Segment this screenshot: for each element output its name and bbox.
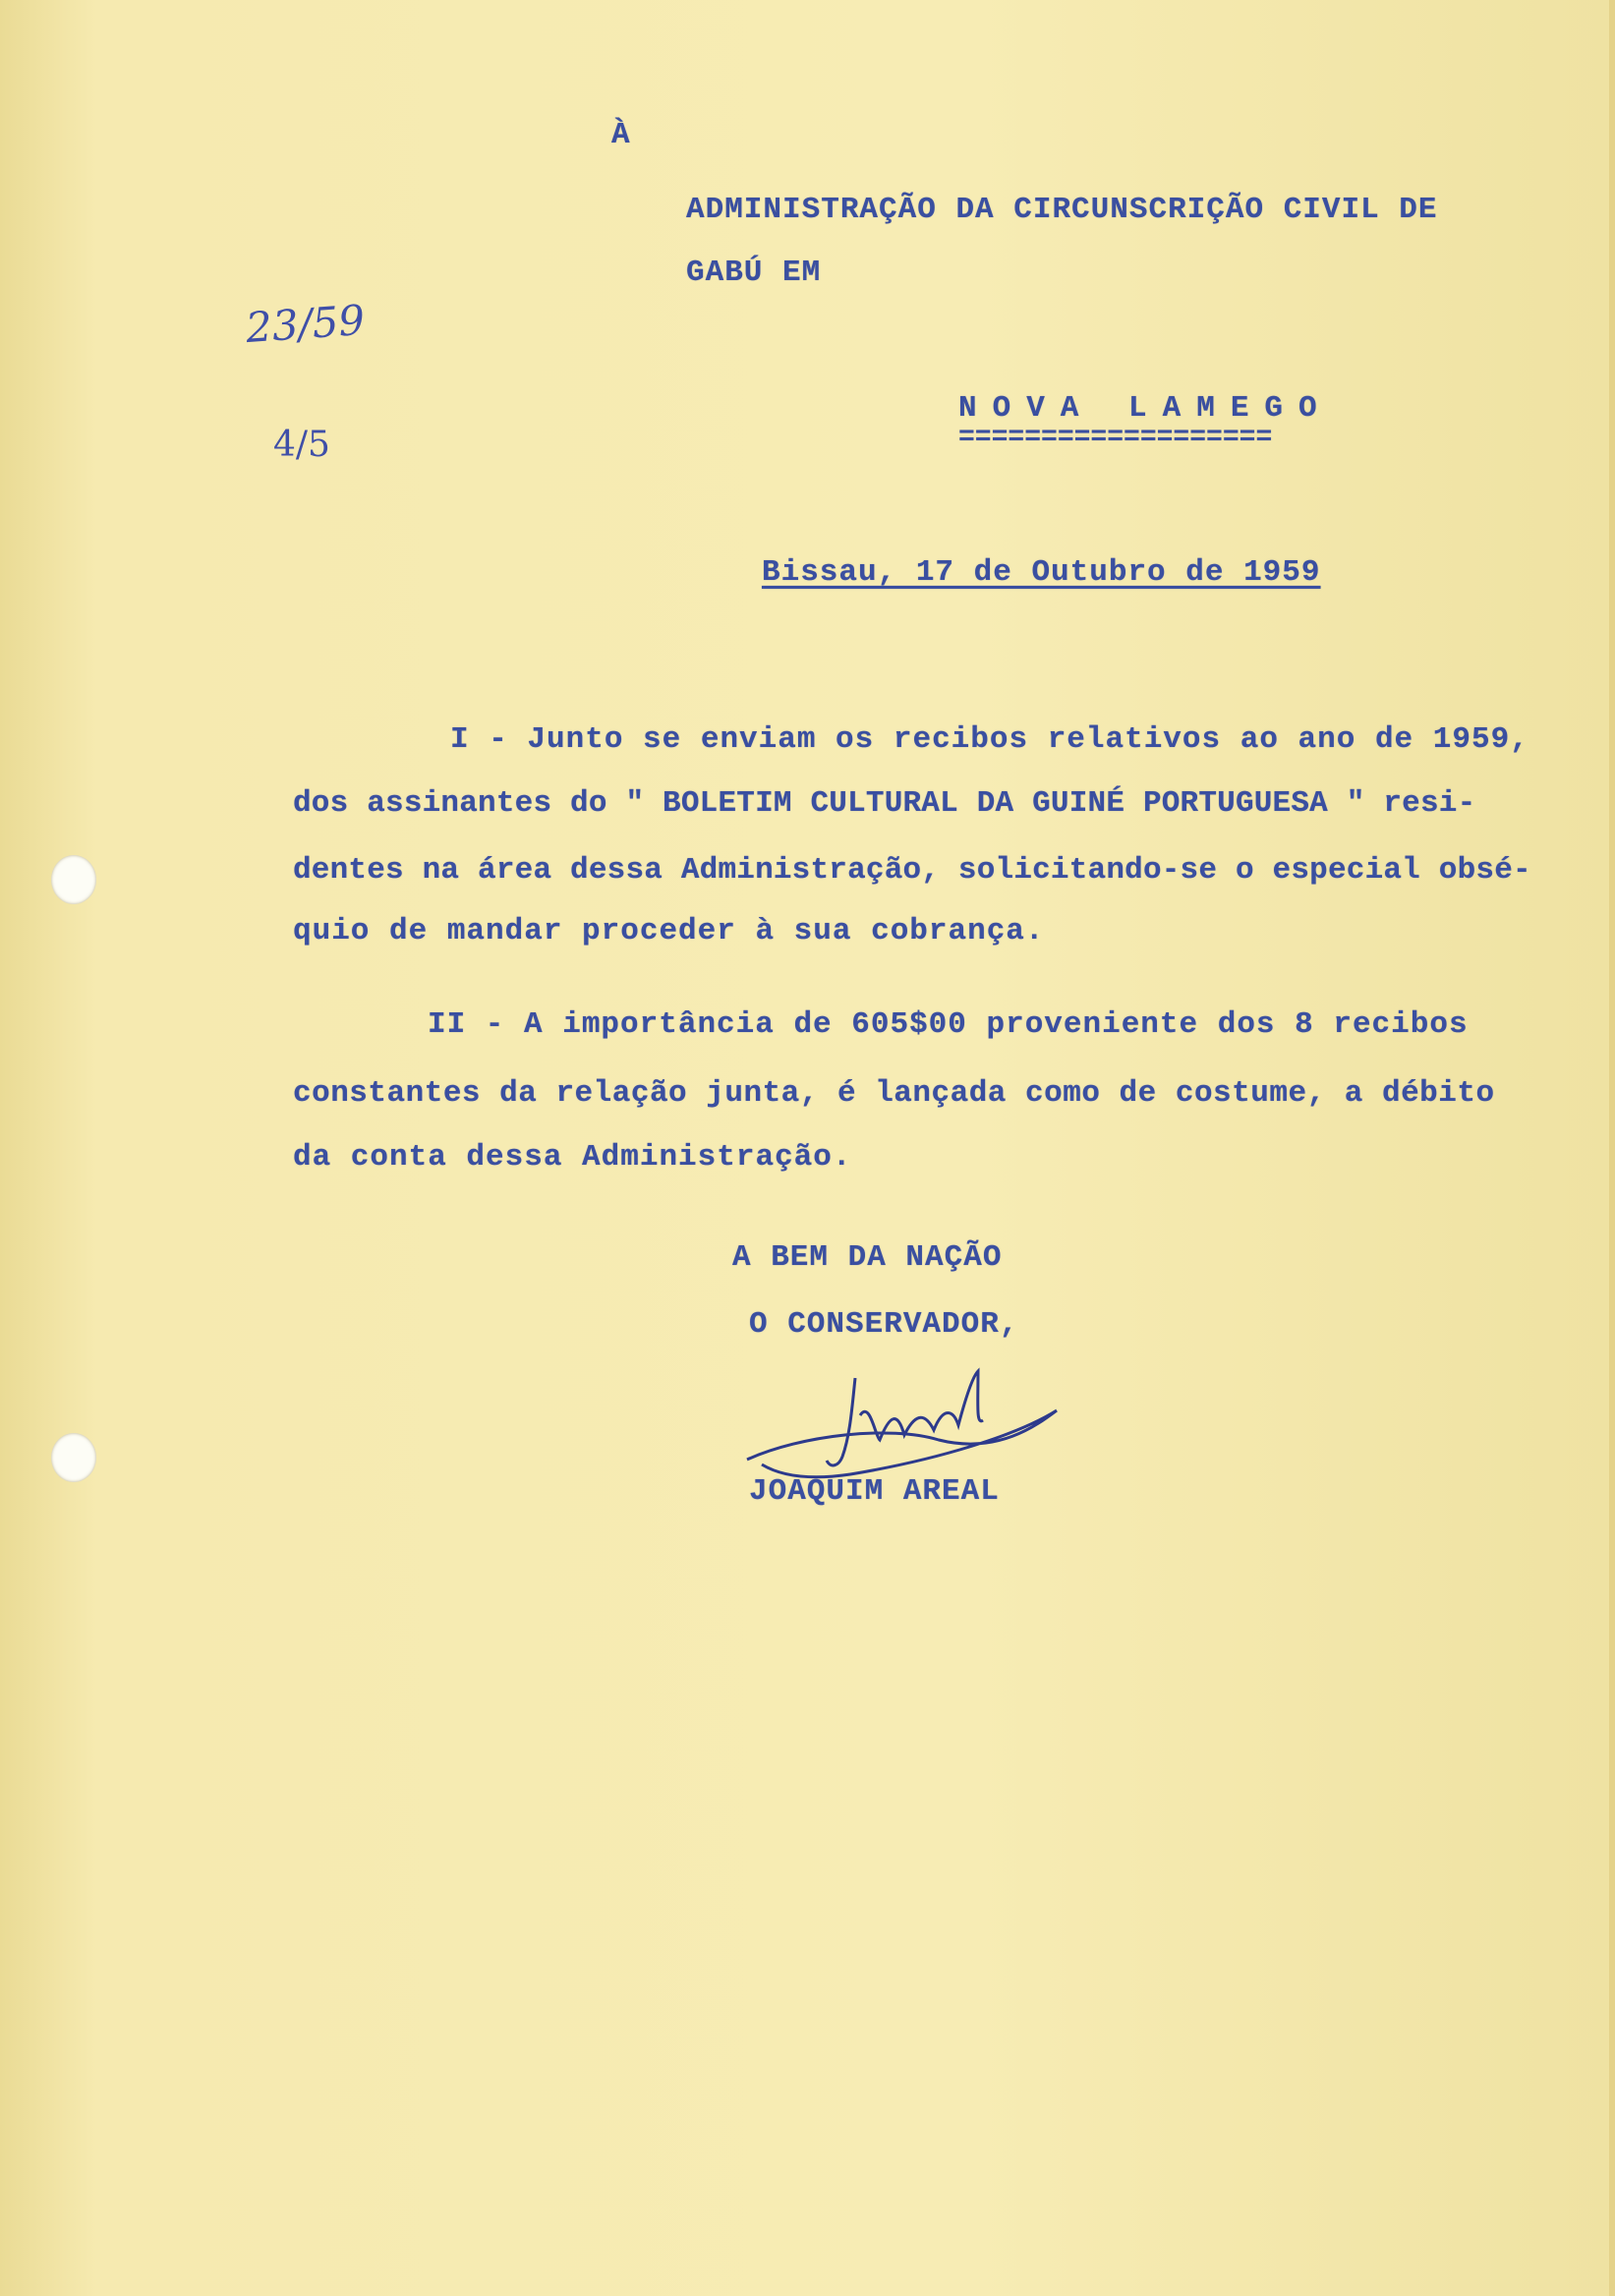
paragraph-2-line-2: constantes da relação junta, é lançada como de costume, a débito bbox=[293, 1076, 1495, 1111]
handwritten-page-number: 4/5 bbox=[273, 425, 330, 465]
signature bbox=[742, 1366, 1067, 1484]
paragraph-1-line-2: dos assinantes do " BOLETIM CULTURAL DA GUINÉ PORTUGUESA " resi- bbox=[293, 786, 1476, 821]
sender-title: O CONSERVADOR, bbox=[749, 1307, 1019, 1342]
paragraph-1-line-1: I - Junto se enviam os recibos relativos ao ano de 1959, bbox=[450, 722, 1529, 757]
addressee-line-2: GABÚ EM bbox=[686, 256, 822, 290]
letter-date: Bissau, 17 de Outubro de 1959 bbox=[762, 555, 1321, 590]
city-underline-rule: =================== bbox=[958, 423, 1273, 453]
punch-hole-bottom bbox=[51, 1433, 96, 1482]
closing-salutation: A BEM DA NAÇÃO bbox=[732, 1240, 1003, 1275]
paper-edge bbox=[1609, 0, 1615, 2296]
paragraph-1-line-4: quio de mandar proceder à sua cobrança. bbox=[293, 914, 1045, 948]
addressee-line-1: ADMINISTRAÇÃO DA CIRCUNSCRIÇÃO CIVIL DE bbox=[686, 193, 1438, 227]
handwritten-reference: 23/59 bbox=[244, 295, 367, 353]
paragraph-1-line-3: dentes na área dessa Administração, solicitando-se o especial obsé- bbox=[293, 853, 1531, 888]
sender-name: JOAQUIM AREAL bbox=[749, 1474, 1000, 1509]
addressee-prefix: À bbox=[611, 118, 631, 152]
paragraph-2-line-3: da conta dessa Administração. bbox=[293, 1140, 852, 1175]
city-heading: NOVA LAMEGO bbox=[958, 391, 1333, 426]
paragraph-2-line-1: II - A importância de 605$00 proveniente dos 8 recibos bbox=[428, 1007, 1469, 1042]
punch-hole-top bbox=[51, 855, 96, 904]
